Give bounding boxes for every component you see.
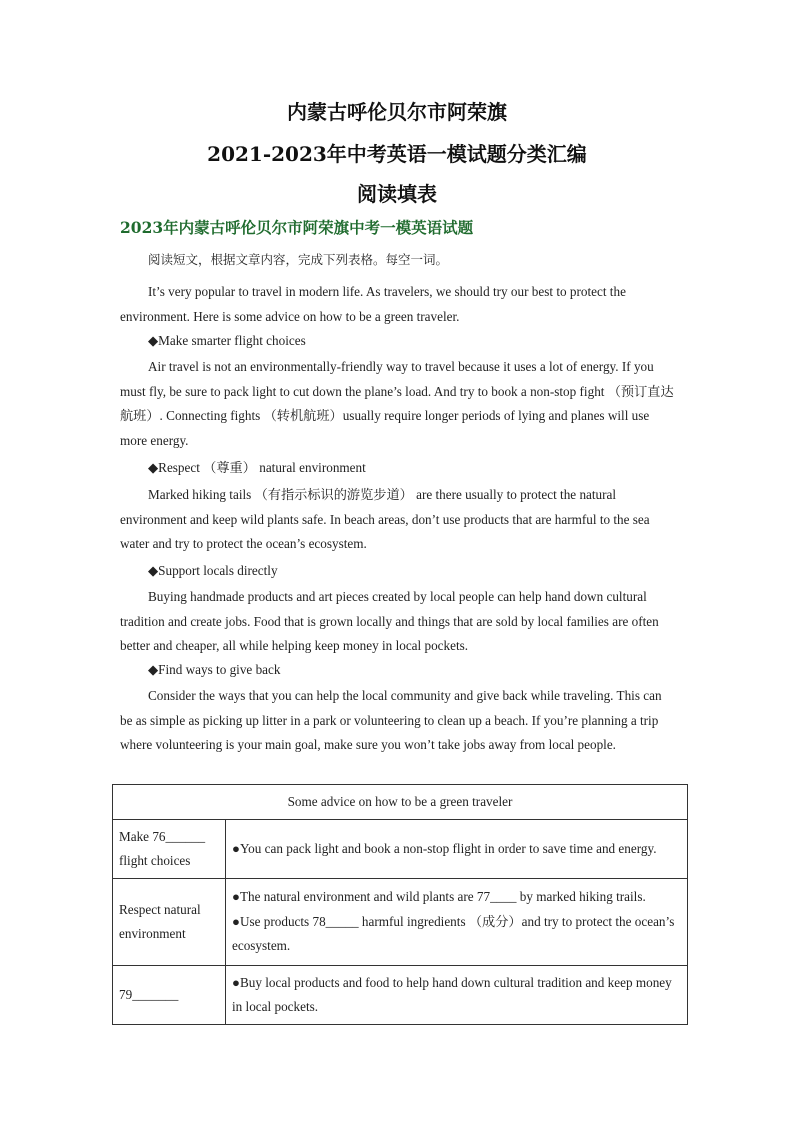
point-heading-respect: ◆Respect （尊重） natural environment (148, 460, 366, 475)
advice-table (112, 784, 688, 1025)
row-content-line-a: ●The natural environment and wild plants are 77____ by marked hiking trails. (232, 889, 646, 905)
table-row (113, 966, 688, 1025)
point-body-respect: Marked hiking tails （有指示标识的游览步道） are there usually to protect the natural environment and keep wild plants safe. In beach areas, don’t use products that are harmful to the sea water and try to protect the ocean’s ecosystem. (120, 487, 650, 551)
row-label-cell: Make 76______ flight choices (113, 820, 226, 879)
point-heading-flight: ◆Make smarter flight choices (148, 333, 306, 348)
page-title-type: 阅读填表 (357, 182, 437, 206)
intro-paragraph: It’s very popular to travel in modern life. As travelers, we should try our best to protect the environment. Here is some advice on how to be a green traveler. (120, 284, 626, 324)
table-header-row (113, 785, 688, 820)
table-header-cell: Some advice on how to be a green traveler (113, 785, 688, 820)
point-heading-give-back: ◆Find ways to give back (148, 662, 281, 677)
point-heading-support: ◆Support locals directly (148, 563, 278, 578)
section-title: 2023年内蒙古呼伦贝尔市阿荣旗中考一模英语试题 (120, 218, 474, 237)
point-body-support: Buying handmade products and art pieces created by local people can help hand down cultural tradition and create jobs. Food that is grown locally and things that are sold by local families are often better and cheaper, all while helping keep money in local pockets. (120, 589, 659, 653)
row-content-cell: ●Buy local products and food to help hand down cultural tradition and keep money in local pockets. (226, 966, 688, 1025)
row-label-cell: Respect natural environment (113, 879, 226, 966)
table-row (113, 820, 688, 879)
page-title-region: 内蒙古呼伦贝尔市阿荣旗 (287, 100, 507, 124)
point-body-flight: Air travel is not an environmentally-friendly way to travel because it uses a lot of energy. If you must fly, be sure to pack light to cut down the plane’s load. And try to book a non-stop fight （预订直达航班）. Connecting fights （转机航班）usually require longer periods of lying and planes will use more energy. (120, 359, 674, 448)
point-body-give-back: Consider the ways that you can help the local community and give back while traveling. This can be as simple as picking up litter in a park or volunteering to clean up a beach. If you’re planning a trip where volunteering is your main goal, make sure you won’t take jobs away from local people. (120, 688, 662, 752)
table-row (113, 879, 688, 966)
instruction-text: 阅读短文，根据文章内容，完成下列表格。每空一词。 (148, 252, 449, 267)
row-content-cell: ●You can pack light and book a non-stop flight in order to save time and energy. (226, 820, 688, 879)
page-title-years: 2021-2023年中考英语一模试题分类汇编 (207, 142, 587, 166)
row-content-line-b: ●Use products 78_____ harmful ingredients （成分）and try to protect the ocean’s ecosystem. (232, 913, 675, 954)
row-label-cell: 79_______ (113, 966, 226, 1025)
row-content-cell (226, 879, 688, 966)
